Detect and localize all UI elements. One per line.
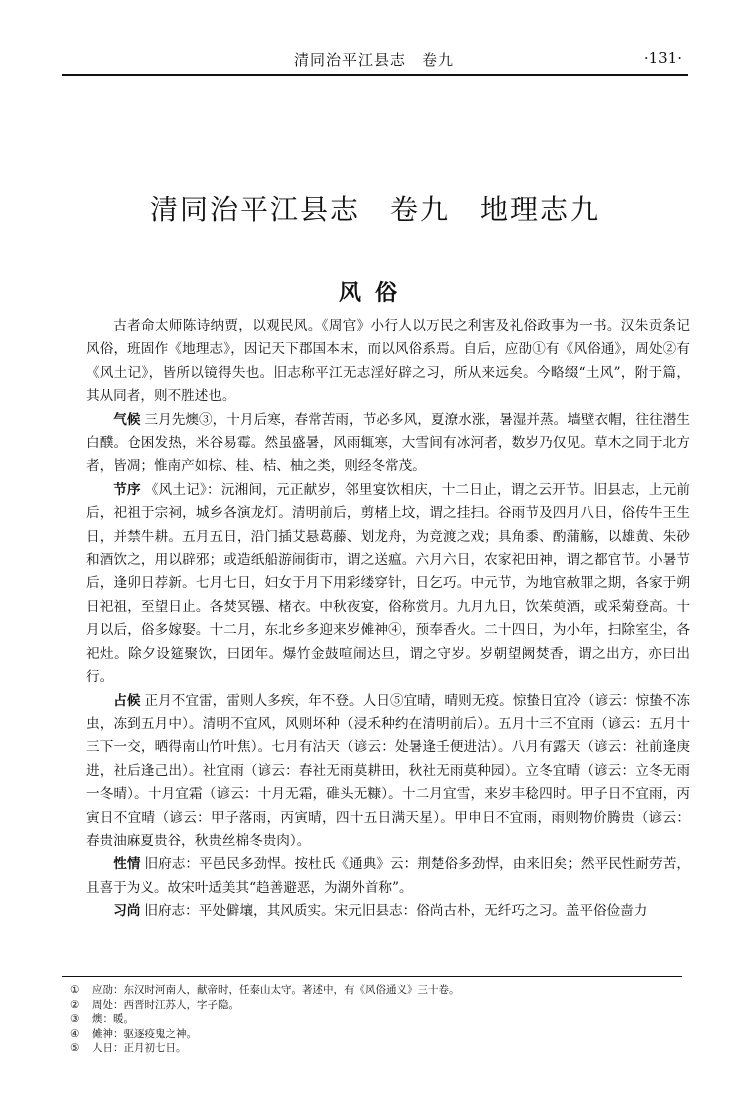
paragraph-text: 《风土记》：沅湘间，元正献岁，邻里宴饮相庆，十二日止，谓之云开节。旧县志，上元前后，祀祖于宗祠，城乡各演龙灯。清明前后，剪楮上坟，谓之挂扫。谷雨节及四月八日，俗传牛王生日，并禁牛耕。五月五日，沿门插艾悬葛藤、划龙舟，为竞渡之戏；具角黍、酌蒲觞，以雄黄、朱砂和酒饮之，用以辟邪；或造纸船游闹街市，谓之送瘟。六月六日，农家祀田神，谓之都官节。小暑节后，逢卯日荐新。七月七日，妇女于月下用彩缕穿针，日乞巧。中元节，为地官赦罪之期，各家于朔日祀祖，至望日止。各焚冥镪、楮衣。中秋夜宴，俗称赏月。九月九日，饮茱萸酒，或采菊登高。十月以后，俗多嫁娶。十二月，东北乡多迎来岁傩神④，预奉香火。二十四日，为小年，扫除室尘，各祀灶。除夕设筵聚饮，曰团年。爆竹金鼓喧闹达旦，谓之守岁。岁朝望阙焚香，谓之出方，亦曰出行。 (86, 481, 691, 686)
footnote-text: 应劭：东汉时河南人，献帝时，任泰山太守。著述中，有《风俗通义》三十卷。 (92, 984, 460, 996)
paragraph-text: 正月不宜雷，雷则人多疾，年不登。人日⑤宜晴，晴则无疫。惊蛰日宜冷（谚云：惊蛰不冻虫，冻到五月中）。清明不宜风，风则坏种（浸禾种约在清明前后）。五月十三不宜雨（谚云：五月十三下一交，晒得南山竹叶焦）。七月有沽天（谚云：处暑逢壬便进沽）。八月有露天（谚云：社前逢庚进，社后逢己出）。社宜雨（谚云：春社无雨莫耕田，秋社无雨莫种园）。立冬宜晴（谚云：立冬无雨一冬晴）。十月宜霜（谚云：十月无霜，碓头无糠）。十二月宜雪，来岁丰稔四时。甲子日不宜雨，丙寅日不宜晴（谚云：甲子落雨，丙寅晴，四十五日满天星）。甲申日不宜雨，雨则物价腾贵（谚云：春贵油麻夏贵谷，秋贵丝棉冬贵肉）。 (86, 692, 690, 849)
footnote (62, 1012, 682, 1027)
paragraph-term: 占候 (113, 692, 141, 709)
footnote (62, 1041, 682, 1056)
paragraph-text: 旧府志：平处僻壤，其风质实。宋元旧县志：俗尚古朴，无纤巧之习。盖平俗俭啬力 (144, 903, 648, 920)
paragraph-omens (86, 690, 690, 854)
running-title: 清同治平江县志 卷九 (294, 51, 455, 69)
footnote-text: 燠：暖。 (92, 1013, 134, 1025)
paragraph-text: 古者命太师陈诗纳贾，以观民风。《周官》小行人以万民之利害及礼俗政事为一书。汉朱贡条记风俗，班固作《地理志》，因记天下郡国本末，而以风俗系焉。自后，应劭①有《风俗通》，周处②有《风土记》，皆所以镜得失也。旧志称平江无志淫好辟之习，所从来远矣。今略缀“土风”，附于篇，其从同者，则不胜述也。 (86, 318, 690, 405)
paragraph-temperament (86, 853, 690, 900)
page-title: 清同治平江县志 卷九 地理志九 (149, 193, 600, 226)
paragraph-term: 节序 (113, 481, 141, 498)
body-text (86, 315, 690, 924)
page-number: ·131· (643, 49, 682, 67)
section-title: 风俗 (338, 280, 411, 306)
footnote-mark: ③ (70, 1013, 80, 1025)
footnote-text: 人日：正月初七日。 (92, 1042, 187, 1054)
running-header (62, 44, 688, 76)
paragraph-term: 气候 (113, 411, 141, 428)
footnote-mark: ① (70, 984, 80, 996)
paragraph-climate (86, 409, 690, 479)
footnote-text: 周处：西晋时江苏人，字子隐。 (92, 998, 239, 1011)
paragraph-customs (86, 900, 690, 923)
footnote-mark: ⑤ (70, 1042, 80, 1054)
footnote (62, 983, 682, 998)
footnote-mark: ② (70, 998, 80, 1011)
paragraph-text: 旧府志：平邑民多劲悍。按杜氏《通典》云：荆楚俗多劲悍，由来旧矣；然平民性耐劳苦，且喜于为义。故宋叶适美其“趋善避恶，为湖外首称”。 (86, 856, 690, 896)
footnote (62, 1027, 682, 1042)
paragraph-term: 性情 (113, 856, 141, 873)
footnote-mark: ④ (70, 1027, 80, 1040)
paragraph-text: 三月先燠③，十月后寒，春常苦雨，节必多风，夏潦水涨，暑湿并蒸。墙壁衣帽，往往潜生白醭。仓困发热，米谷易霉。然虽盛暑，风雨辄寒，大雪间有冰河者，数岁乃仅见。草木之同于北方者，皆凋；惟南产如棕、桂、桔、柚之类，则经冬常茂。 (86, 411, 690, 475)
paragraph-term: 习尚 (113, 903, 141, 920)
paragraph-festivals (86, 479, 690, 690)
footnote-text: 傩神：驱逐疫鬼之神。 (92, 1027, 197, 1040)
footnote (62, 998, 682, 1013)
footnotes (62, 976, 682, 1056)
paragraph-intro (86, 315, 690, 409)
